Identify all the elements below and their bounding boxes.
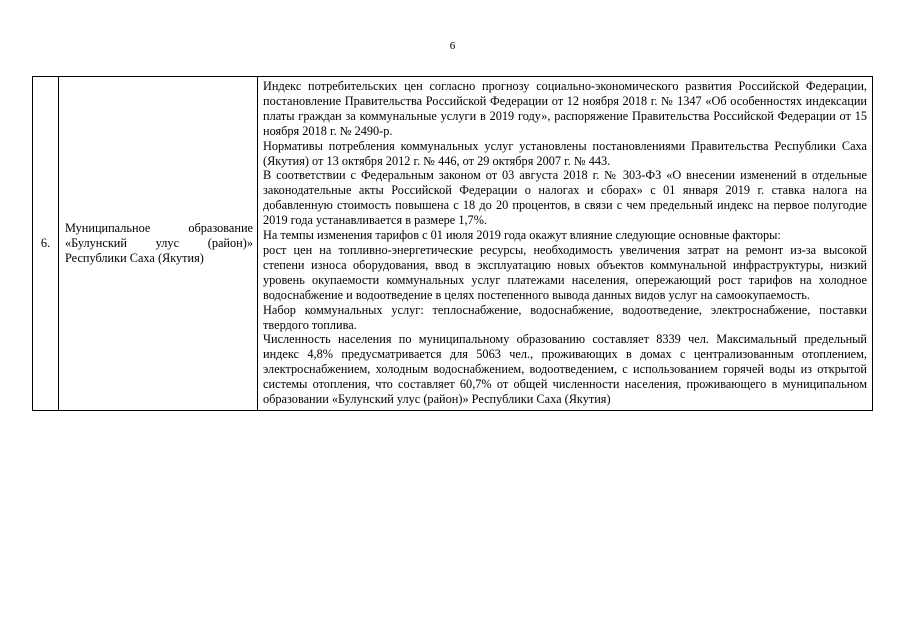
paragraph-services: Набор коммунальных услуг: теплоснабжение, водоснабжение, водоотведение, электроснабжение, поставки твердого топлива.	[263, 302, 867, 332]
paragraph-cpi: Индекс потребительских цен согласно прогнозу социально-экономического развития Российской Федерации, постановление Правительства Российской Федерации от 12 ноября 2018 г. № 1347 «Об особенностях индексации платы граждан за коммунальные услуги в 2019 году», распоряжение Правительства Российской Федерации от 15 ноября 2018 г. № 2490-р.	[263, 79, 867, 138]
paragraph-norms: Нормативы потребления коммунальных услуг установлены постановлениями Правительства Республики Саха (Якутия) от 13 октября 2012 г. № 446, от 29 октября 2007 г. № 443.	[263, 138, 867, 168]
municipality-name: Муниципальное образование «Булунский улус (район)» Республики Саха (Якутия)	[59, 77, 258, 411]
paragraph-population: Численность населения по муниципальному образованию составляет 8339 чел. Максимальный предельный индекс 4,8% предусматривается для 5063 чел., проживающих в домах с централизованным отоплением, электроснабжением, холодным водоснабжением, водоотведением, с использованием горячей воды из открытой системы отопления, что составляет 60,7% от общей численности населения, проживающего в муниципальном образовании «Булунский улус (район)» Республики Саха (Якутия)	[263, 332, 867, 407]
paragraph-factors-intro: На темпы изменения тарифов с 01 июля 2019 года окажут влияние следующие основные факторы:	[263, 228, 781, 243]
table-row	[33, 77, 873, 411]
tariff-table	[32, 76, 873, 411]
row-number: 6.	[33, 77, 59, 411]
row-description	[258, 77, 873, 411]
page-number: 6	[449, 40, 456, 52]
paragraph-factors: рост цен на топливно-энергетические ресурсы, необходимость увеличения затрат на ремонт из-за высокой степени износа оборудования, ввод в эксплуатацию новых объектов коммунальной инфраструктуры, низкий уровень окупаемости коммунальных услуг платежами населения, опережающий рост тарифов на холодное водоснабжение и водоотведение в целях постепенного вывода данных видов услуг на самоокупаемость.	[263, 242, 867, 302]
paragraph-vat: В соответствии с Федеральным законом от 03 августа 2018 г. № 303-ФЗ «О внесении изменений в отдельные законодательные акты Российской Федерации о налогах и сборах» с 01 января 2019 г. ставка налога на добавленную стоимость повышена с 18 до 20 процентов, в связи с чем предельный индекс на первое полугодие 2019 года устанавливается в размере 1,7%.	[263, 168, 867, 228]
